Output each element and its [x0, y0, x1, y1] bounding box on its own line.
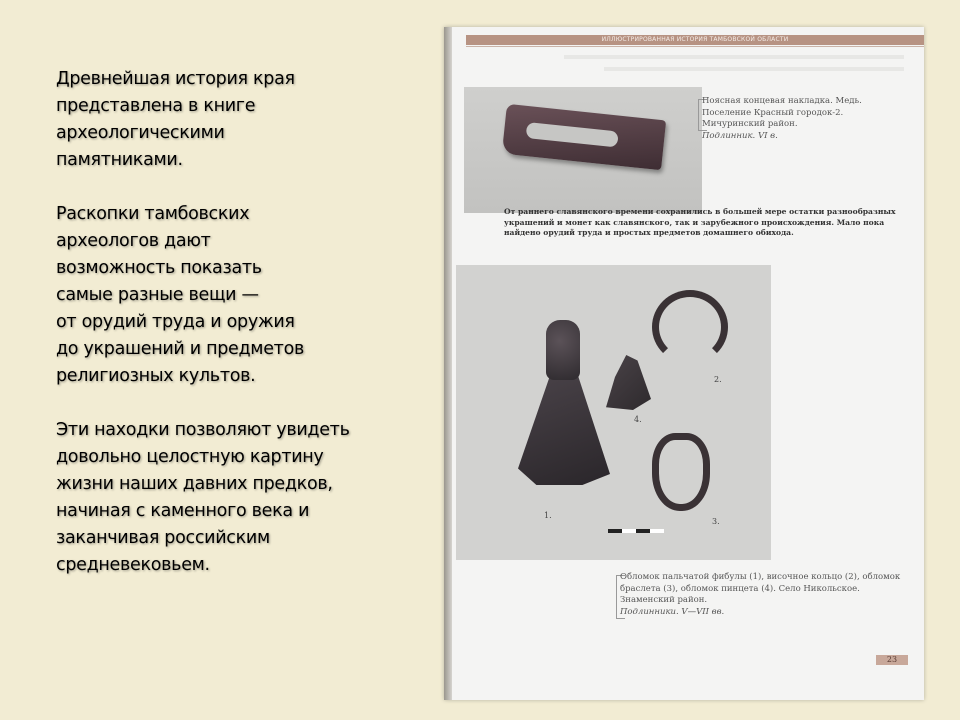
label-four: 4. — [634, 415, 642, 424]
bracelet-fragment-artifact — [652, 433, 710, 511]
faint-text-bleed — [604, 67, 904, 71]
caption-origin: Подлинник. VI в. — [702, 130, 778, 141]
slide-paragraph-2: Раскопки тамбовских археологов дают возможность показать самые разные вещи — от орудий труда и оружия до украшений и предметов религиозных культов. — [56, 204, 304, 386]
faint-text-bleed — [564, 55, 904, 59]
belt-plate-slot — [526, 122, 619, 148]
book-running-header: ИЛЛЮСТРИРОВАННАЯ ИСТОРИЯ ТАМБОВСКОЙ ОБЛАСТИ — [466, 35, 924, 45]
belt-plate-artifact — [502, 104, 666, 170]
tweezers-fragment-artifact — [606, 355, 651, 410]
page-number: 23 — [876, 655, 908, 665]
caption-line: Мичуринский район. — [702, 119, 798, 129]
belt-plate-photo — [464, 87, 702, 213]
artifacts-photo — [456, 265, 771, 560]
header-rule — [466, 46, 924, 47]
caption-line: Поселение Красный городок-2. — [702, 107, 844, 118]
temple-ring-artifact — [652, 290, 728, 364]
slide-text — [56, 66, 426, 606]
caption-line: Поясная концевая накладка. Медь. — [702, 96, 862, 106]
caption-artifacts — [620, 572, 910, 618]
caption-line: Знаменский район. — [620, 595, 708, 605]
fibula-fragment-artifact — [518, 375, 610, 485]
book-spine — [444, 27, 452, 700]
scale-bar — [608, 529, 664, 533]
slide-paragraph-3: Эти находки позволяют увидеть довольно целостную картину жизни наших давних предков, начиная с каменного века и заканчивая российским средневековьем. — [56, 420, 350, 575]
slide-paragraph-1: Древнейшая история края представлена в книге археологическими памятниками. — [56, 69, 295, 170]
book-paragraph: От раннего славянского времени сохранились в большей мере остатки разнообразных украшений и монет как славянского, так и зарубежного происхождения. Мало пока найдено орудий труда и простых предметов домашнего обихода. — [504, 207, 896, 237]
label-two: 2. — [714, 375, 722, 384]
label-three: 3. — [712, 517, 720, 526]
book-page-photo — [444, 27, 924, 700]
caption-belt-plate — [702, 96, 902, 142]
caption-origin: Подлинники. V—VII вв. — [620, 606, 725, 617]
caption-line: Обломок пальчатой фибулы (1), височное кольцо (2), обломок — [620, 572, 901, 582]
caption-line: браслета (3), обломок пинцета (4). Село Никольское. — [620, 583, 860, 594]
label-one: 1. — [544, 511, 552, 520]
fibula-head-artifact — [546, 320, 580, 380]
